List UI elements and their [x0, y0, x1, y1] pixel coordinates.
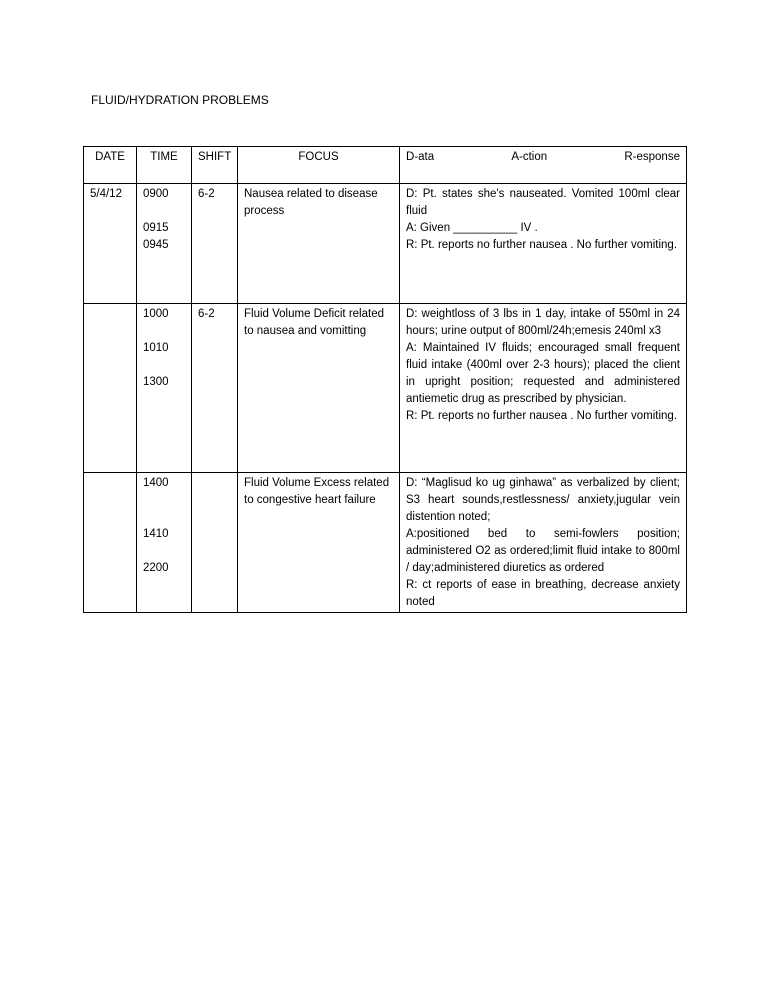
time-entry: 2200: [143, 562, 169, 574]
header-data: D-ata: [406, 151, 435, 163]
data-note: D: Pt. states she's nauseated. Vomited 100ml clear fluid: [406, 188, 680, 217]
header-date: DATE: [84, 147, 137, 184]
date-cell: [84, 473, 137, 613]
time-entry: 0945: [143, 239, 169, 251]
page-title: FLUID/HYDRATION PROBLEMS: [91, 93, 269, 107]
header-focus: FOCUS: [238, 147, 400, 184]
data-note: D: weightloss of 3 lbs in 1 day, intake of 550ml in 24 hours; urine output of 800ml/24h;emesis 240ml x3: [406, 308, 680, 337]
header-time: TIME: [137, 147, 192, 184]
action-note: A:positioned bed to semi-fowlers position; administered O2 as ordered;limit fluid intake to 800ml / day;administered diuretics as ordered: [406, 528, 680, 574]
response-note: R: Pt. reports no further nausea . No further vomiting.: [406, 239, 678, 251]
time-entry: 1410: [143, 528, 169, 540]
time-cell: [137, 304, 192, 473]
dar-cell: [400, 304, 687, 473]
header-shift: SHIFT: [192, 147, 238, 184]
focus-cell: Fluid Volume Excess related to congestive heart failure: [238, 473, 400, 613]
nursing-notes-table: [83, 146, 687, 613]
header-response: R-esponse: [624, 151, 680, 163]
focus-cell: Fluid Volume Deficit related to nausea and vomitting: [238, 304, 400, 473]
table-row: [84, 473, 687, 613]
shift-cell: [192, 473, 238, 613]
table-row: [84, 184, 687, 304]
shift-cell: 6-2: [192, 304, 238, 473]
time-entry: 1300: [143, 376, 169, 388]
time-entry: 0915: [143, 222, 169, 234]
focus-cell: Nausea related to disease process: [238, 184, 400, 304]
dar-cell: [400, 184, 687, 304]
time-entry: 1000: [143, 308, 169, 320]
action-note: A: Maintained IV fluids; encouraged small frequent fluid intake (400ml over 2-3 hours); placed the client in upright position; requested and administered antiemetic drug as prescribed by physician.: [406, 342, 680, 405]
time-cell: [137, 184, 192, 304]
table-header-row: [84, 147, 687, 184]
date-cell: [84, 304, 137, 473]
table-row: [84, 304, 687, 473]
response-note: R: ct reports of ease in breathing, decrease anxiety noted: [406, 579, 680, 608]
data-note: D: “Maglisud ko ug ginhawa” as verbalized by client; S3 heart sounds,restlessness/ anxiety,jugular vein distention noted;: [406, 477, 680, 523]
shift-cell: 6-2: [192, 184, 238, 304]
time-entry: 0900: [143, 188, 169, 200]
date-cell: 5/4/12: [84, 184, 137, 304]
header-dar: [400, 147, 687, 184]
response-note: R: Pt. reports no further nausea . No further vomiting.: [406, 410, 678, 422]
time-entry: 1400: [143, 477, 169, 489]
time-cell: [137, 473, 192, 613]
dar-cell: [400, 473, 687, 613]
header-action: A-ction: [511, 151, 548, 163]
action-note: A: Given __________ IV .: [406, 222, 538, 234]
time-entry: 1010: [143, 342, 169, 354]
